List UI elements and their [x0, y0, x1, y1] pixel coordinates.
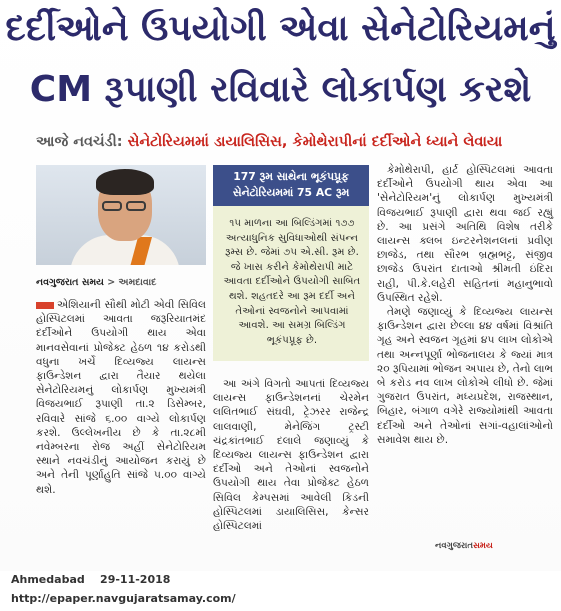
highlight-box: [213, 165, 369, 361]
subheadline-text: સેનેટોરિયમમાં ડાયાલિસિસ, કેમોથેરાપીનાં દર્દીઓને ધ્યાને લેવાયા: [127, 134, 503, 150]
highlight-box-text: ૧૫ માળના આ બિલ્ડિંગમાં ૧૭૭ અત્યાધુનિક સુવિધાઓથી સંપન્ન રૂમ્સ છે. જેમાં ૭૫ એ.સી. રૂમ છે. જે ખાસ કરીને કેમોથેરાપી માટે આવતા દર્દીઓને ઉપયોગી સાબિત થશે. શહતદરે આ રૂમ દર્દી અને તેઓનાં સ્વજનોને આપવામાં આવશે. આ સમગ્ર બિલ્ડિંગ ભૂકંપપ્રૂફ છે.: [223, 218, 361, 346]
headline-line-1: દર્દીઓને ઉપયોગી એવા સેનેટોરિયમનું: [5, 8, 556, 49]
newspaper-logo: [435, 541, 493, 551]
headline-line-2: CM રૂપાણી રવિવારે લોકાર્પણ કરશે: [29, 69, 532, 110]
article-column-1: [36, 298, 206, 497]
column-1-text: એશિયાની સૌથી મોટી એવી સિવિલ હોસ્પિટલમાં આવતા જરૂરિયાતમંદ દર્દીઓને ઉપયોગી થાય એવા માનવસેવાનાં પ્રોજેક્ટ હેઠળ ૧૪ કરોડથી વધુના ખર્ચે દિવ્યજ્ય લાયન્સ ફાઉન્ડેશન દ્વારા તૈયાર થયેલા સેનેટોરિયમનું લોકાર્પણ મુખ્યમંત્રી વિજયભાઈ રૂપાણી તા.૨ ડિસેમ્બર, રવિવારે સાંજે ૬.૦૦ વાગ્યે લોકાર્પણ કરશે. ઉલ્લેખનીય છે કે તા.૨૮મી નવેમ્બરના રોજ અહીં સેનેટોરિયમ સ્થાને નવચંડીનું આયોજન કરાયું છે અને તેની પૂર્ણાહુતિ સાંજે ૫.૦૦ વાગ્યે થશે.: [36, 299, 206, 496]
article-column-2: [213, 377, 369, 533]
byline-city: અમદાવાદ: [118, 277, 157, 288]
column-3-paragraph-1: કેમોથેરાપી, હાર્ટ હોસ્પિટલમાં આવતા દર્દીઓને ઉપયોગી થાય એવા આ 'સેનેટોરિયમ'નું લોકાર્પણ મુખ્યમંત્રી વિજયભાઈ રૂપાણી દ્વારા થવા જઈ રહ્યું છે. આ પ્રસંગે અતિથિ વિશેષ તરીકે લાયન્સ ક્લબ ઇન્ટરનેશનલનાં પ્રવીણ છાજેડ, તથા સૌરભ બ્રહ્મભટ્ટ, સંજીવ છાજેડ ઉપરાંત દાતાઓ શ્રીમતી ઇંદિરા રાહી, પી.કે.લહેરી સહિતનાં મહાનુભાવો ઉપસ્થિત રહેશે.: [377, 164, 553, 304]
cm-photo: [36, 165, 206, 265]
column-2-text: આ અંગે વિગતો આપતાં દિવ્યજ્ય લાયન્સ ફાઉન્ડેશનનાં ચેરમેન લલિતભાઈ સંઘવી, ટ્રેઝરર રાજેન્દ્ર લાલવાણી, મેનેજિંગ ટ્રસ્ટી ચંદ્રકાંતભાઈ દલાલે જણાવ્યું કે દિવ્યજ્ય લાયન્સ ફાઉન્ડેશન દ્વારા દર્દીઓ અને તેઓનાં સ્વજનોને ઉપયોગી થાય તેવા પ્રોજેક્ટ હેઠળ સિવિલ કેમ્પસમાં આવેલી કિડની હોસ્પિટલમાં ડાયાલિસિસ, કેન્સર હોસ્પિટલમાં: [213, 378, 369, 533]
footer-url[interactable]: http://epaper.navgujaratsamay.com/: [11, 592, 236, 605]
subheadline: [36, 131, 556, 153]
logo-word-1: નવગુજરાત: [435, 541, 473, 551]
subheadline-prefix: આજે નવચંડી:: [36, 134, 123, 150]
highlight-title-line-1: 177 રૂમ સાથેના ભૂકંપપ્રૂફ: [233, 170, 349, 183]
byline-paper: નવગુજરાત સમય: [36, 277, 104, 288]
byline: નવગુજરાત સમય > અમદાવાદ: [36, 277, 157, 288]
logo-word-2: સમય: [473, 541, 493, 551]
column-3-paragraph-2: તેમણે જણાવ્યું કે દિવ્યજ્ય લાયન્સ ફાઉન્ડેશન દ્વારા છેલ્લા ૪૪ વર્ષમાં વિશ્રાંતિ ગૃહ અને સ્વજન ગૃહમાં ૪૫ લાખ લોકોએ તથા અન્નપૂર્ણા ભોજનાલય કે જ્યાં માત્ર ૨૦ રૂપિયામાં ભોજન અપાય છે, તેનો લાભ બે કરોડ નવ લાખ લોકોએ લીધો છે. જેમાં ગુજરાત ઉપરાંત, મધ્યપ્રદેશ, રાજસ્થાન, બિહાર, બંગાળ વગેરે રાજ્યોમાંથી આવતા દર્દીઓ અને તેઓનાં સગાં-વહાલાંઓનો સમાવેશ થાય છે.: [377, 306, 553, 446]
highlight-box-title: [213, 165, 369, 206]
highlight-title-line-2: સેનેટોરિયમમાં 75 AC રૂમ: [232, 186, 350, 199]
article-column-3: [377, 163, 553, 447]
bullet-marker: [36, 302, 54, 309]
footer-date: Ahmedabad 29-11-2018: [11, 573, 171, 586]
